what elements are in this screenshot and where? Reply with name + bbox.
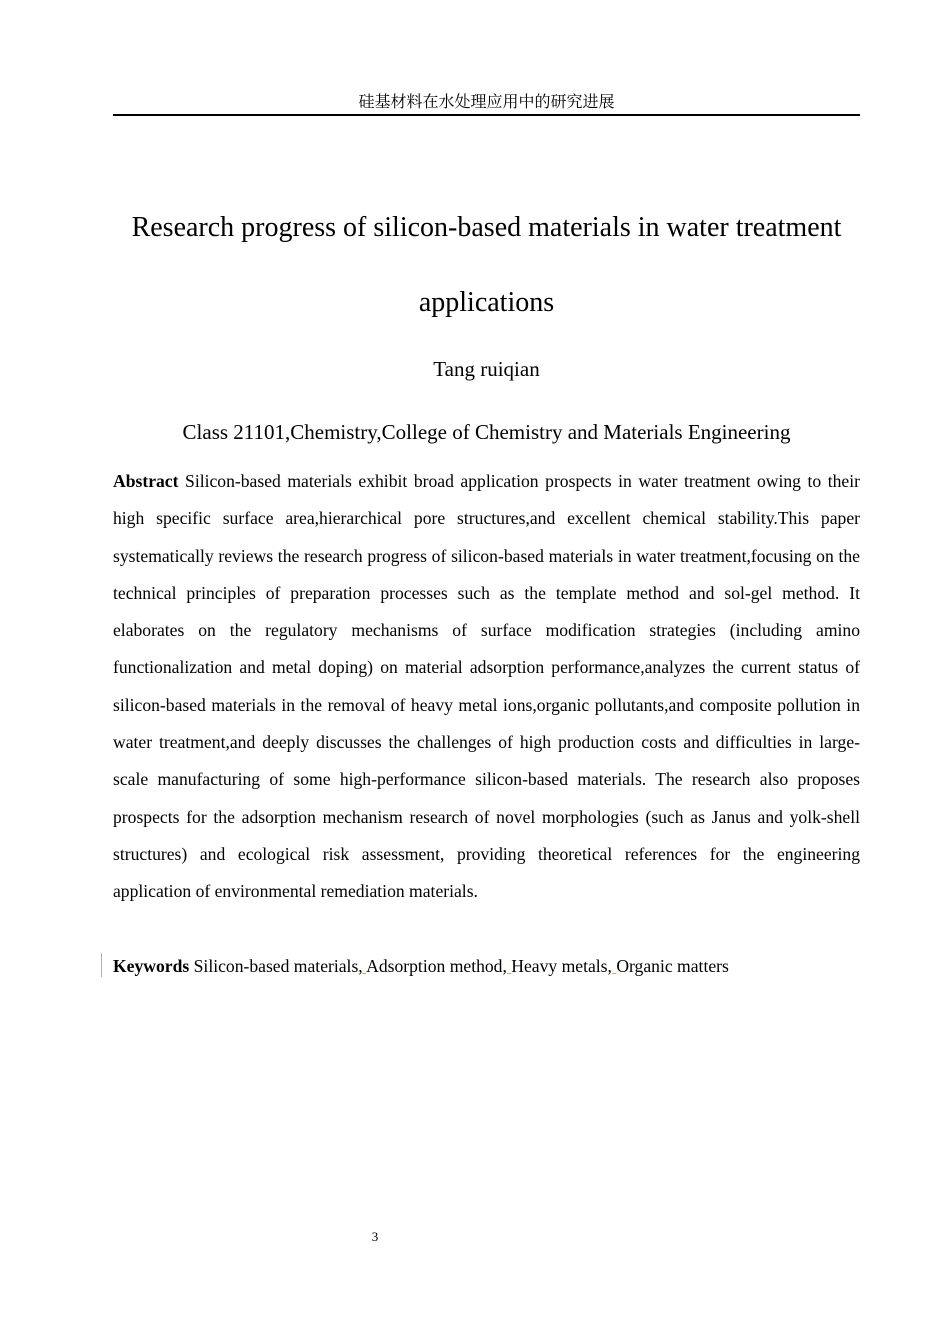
keyword-item: Silicon-based materials xyxy=(193,956,359,976)
author-name: Tang ruiqian xyxy=(433,357,540,381)
keyword-item: Heavy metals xyxy=(511,956,608,976)
running-header: 硅基材料在水处理应用中的研究进展 xyxy=(358,92,615,111)
keyword-separator: , xyxy=(358,956,367,976)
keyword-item: Organic matters xyxy=(616,956,729,976)
revision-change-bar xyxy=(101,953,102,977)
page-number: 3 xyxy=(371,1229,379,1244)
keywords-label: Keywords xyxy=(113,956,190,976)
paper-title-line-2: applications xyxy=(418,287,555,318)
keyword-item: Adsorption method xyxy=(366,956,503,976)
paper-title-line-1: Research progress of silicon-based materials in water treatment xyxy=(131,212,842,243)
keywords-line xyxy=(113,953,860,979)
abstract-text: Silicon-based materials exhibit broad application prospects in water treatment owing to their high specific surface area,hierarchical pore structures,and excellent chemical stability.This paper systematically reviews the research progress of silicon-based materials in water treatment,focusing on the technical principles of preparation processes such as the template method and sol-gel method. It elaborates on the regulatory mechanisms of surface modification strategies (including amino functionalization and metal doping) on material adsorption performance,analyzes the current status of silicon-based materials in the removal of heavy metal ions,organic pollutants,and composite pollution in water treatment,and deeply discusses the challenges of high production costs and difficulties in large-scale manufacturing of some high-performance silicon-based materials. The research also proposes prospects for the adsorption mechanism research of novel morphologies (such as Janus and yolk-shell structures) and ecological risk assessment, providing theoretical references for the engineering application of environmental remediation materials. xyxy=(113,471,860,902)
keyword-separator: , xyxy=(502,956,512,976)
abstract-label: Abstract xyxy=(113,471,179,491)
keyword-separator: , xyxy=(607,956,617,976)
author-affiliation: Class 21101,Chemistry,College of Chemistry and Materials Engineering xyxy=(182,420,791,444)
header-rule xyxy=(113,114,860,116)
abstract-paragraph xyxy=(113,463,860,911)
